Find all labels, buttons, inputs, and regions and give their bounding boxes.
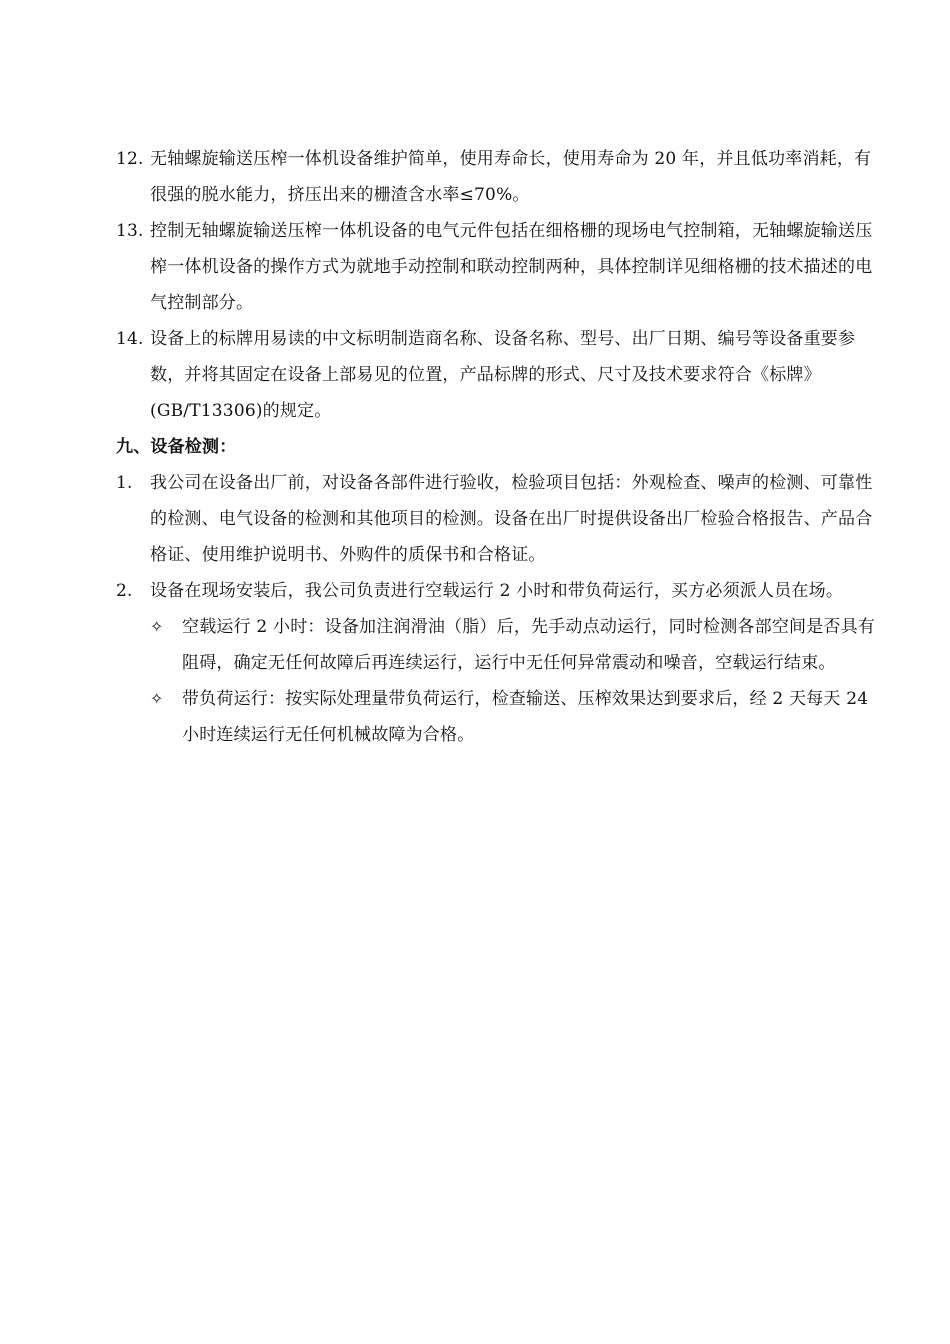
list-number: 14. (116, 329, 144, 349)
list-item-text: 设备上的标牌用易读的中文标明制造商名称、设备名称、型号、出厂日期、编号等设备重要参数，并将其固定在设备上部易见的位置，产品标牌的形式、尺寸及技术要求符合《标牌》(GB/T13306)的规定。 (150, 329, 856, 421)
list-item-12 (116, 141, 876, 213)
diamond-bullet-icon: ✧ (150, 689, 164, 708)
sub-item-no-load-run (116, 609, 876, 681)
document-body (116, 141, 876, 753)
section-heading: 九、设备检测： (116, 437, 237, 457)
list-item-2 (116, 573, 876, 609)
list-number: 2. (116, 581, 133, 601)
list-item-text: 无轴螺旋输送压榨一体机设备维护简单，使用寿命长，使用寿命为 20 年，并且低功率消耗，有很强的脱水能力，挤压出来的栅渣含水率≤70%。 (150, 149, 872, 205)
list-number: 13. (116, 221, 144, 241)
sub-item-load-run (116, 681, 876, 753)
list-number: 1. (116, 473, 133, 493)
list-item-text: 设备在现场安装后，我公司负责进行空载运行 2 小时和带负荷运行，买方必须派人员在场。 (150, 581, 844, 601)
list-item-14 (116, 321, 876, 429)
list-item-text: 控制无轴螺旋输送压榨一体机设备的电气元件包括在细格栅的现场电气控制箱，无轴螺旋输送压榨一体机设备的操作方式为就地手动控制和联动控制两种，具体控制详见细格栅的技术描述的电气控制部分。 (150, 221, 873, 313)
list-number: 12. (116, 149, 144, 169)
sub-item-text: 空载运行 2 小时：设备加注润滑油（脂）后，先手动点动运行，同时检测各部空间是否具有阻碍，确定无任何故障后再连续运行，运行中无任何异常震动和噪音，空载运行结束。 (182, 617, 876, 673)
list-item-13 (116, 213, 876, 321)
diamond-bullet-icon: ✧ (150, 617, 164, 636)
list-item-text: 我公司在设备出厂前，对设备各部件进行验收，检验项目包括：外观检查、噪声的检测、可靠性的检测、电气设备的检测和其他项目的检测。设备在出厂时提供设备出厂检验合格报告、产品合格证、使用维护说明书、外购件的质保书和合格证。 (150, 473, 873, 565)
sub-item-text: 带负荷运行：按实际处理量带负荷运行，检查输送、压榨效果达到要求后，经 2 天每天 24 小时连续运行无任何机械故障为合格。 (182, 689, 869, 745)
list-item-1 (116, 465, 876, 573)
